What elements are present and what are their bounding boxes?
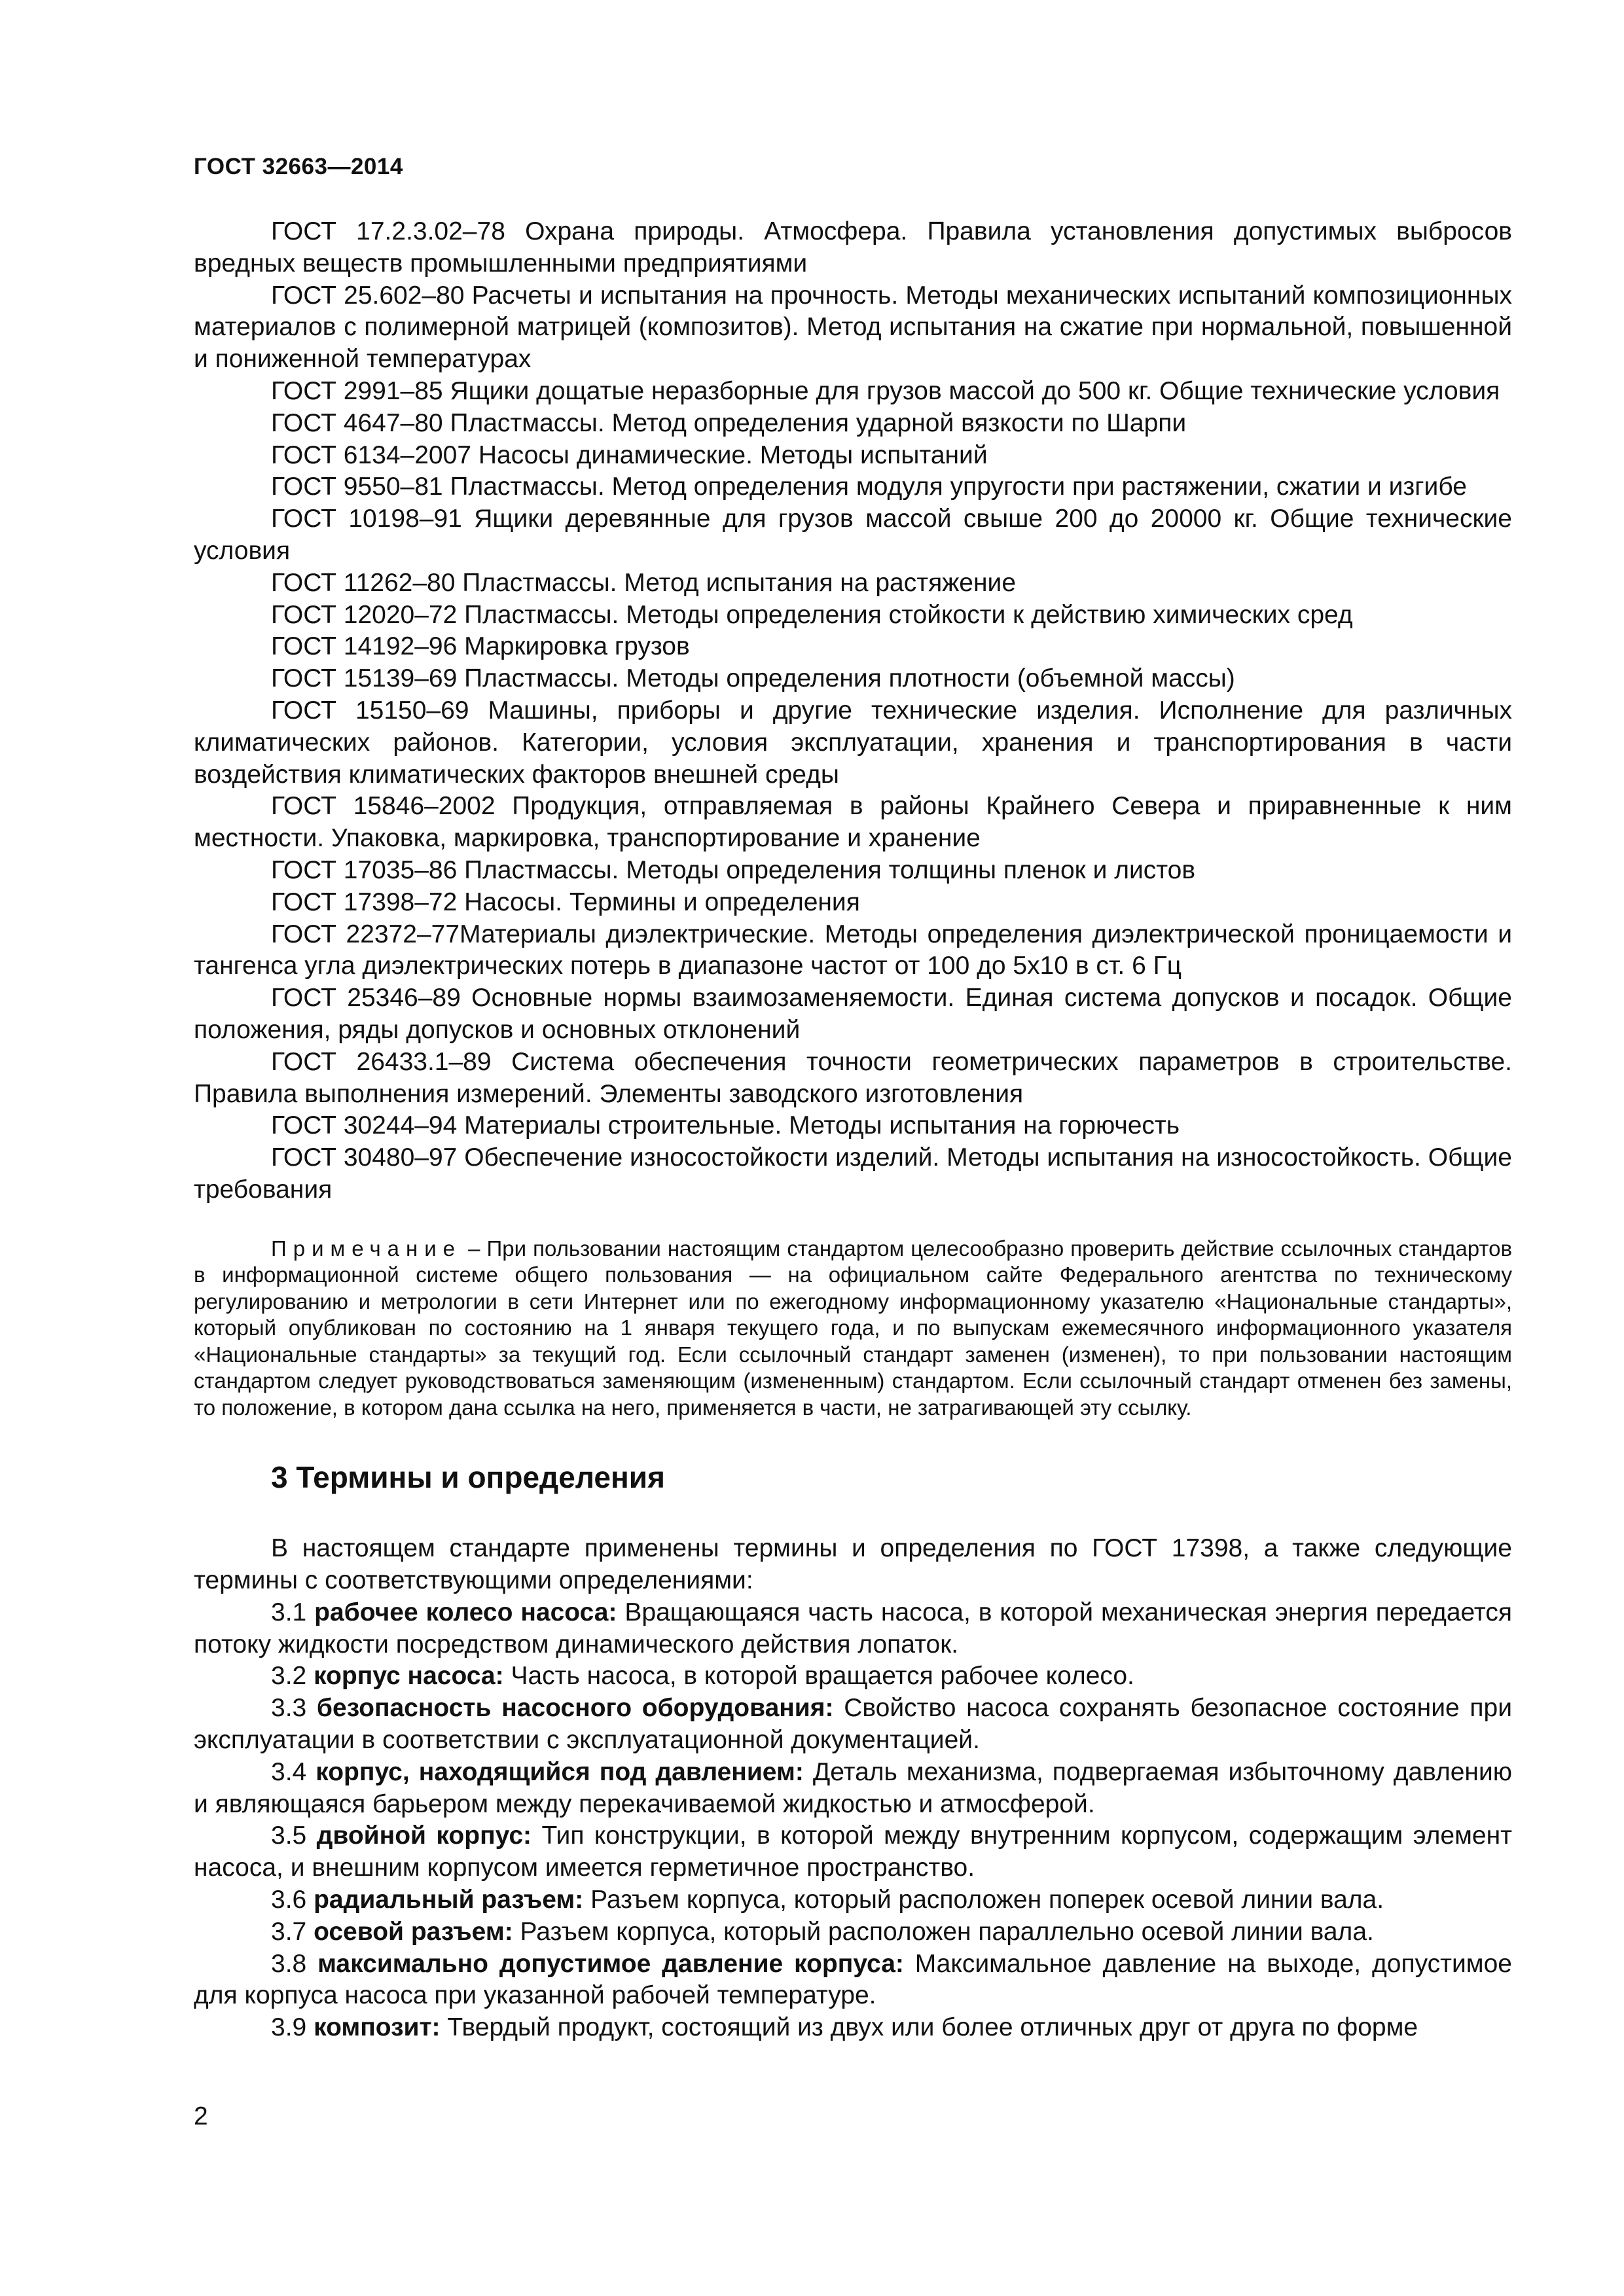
reference-item: ГОСТ 14192–96 Маркировка грузов bbox=[271, 632, 690, 661]
reference-item: ГОСТ 30244–94 Материалы строительные. Методы испытания на горючесть bbox=[271, 1111, 1180, 1140]
reference-item: ГОСТ 25346–89 Основные нормы взаимозаменяемости. Единая система допусков и посадок. Общие положения, ряды допусков и основных отклонений bbox=[194, 984, 1512, 1044]
term-name: радиальный разъем: bbox=[314, 1885, 584, 1914]
term-definition bbox=[194, 1884, 1512, 1916]
term-number: 3.4 bbox=[271, 1757, 307, 1786]
term-text: Вращающаяся часть насоса, в которой механическая энергия передается потоку жидкости посредством динамического действия лопаток. bbox=[194, 1598, 1512, 1659]
reference-item: ГОСТ 10198–91 Ящики деревянные для грузов массой свыше 200 до 20000 кг. Общие технические условия bbox=[194, 505, 1512, 565]
term-name: композит: bbox=[314, 2013, 441, 2042]
term-text: Максимальное давление на выходе, допустимое для корпуса насоса при указанной рабочей температуре. bbox=[194, 1949, 1512, 2010]
reference-item: ГОСТ 2991–85 Ящики дощатые неразборные для грузов массой до 500 кг. Общие технические условия bbox=[271, 376, 1500, 405]
page-number: 2 bbox=[194, 2102, 208, 2130]
reference-item: ГОСТ 17.2.3.02–78 Охрана природы. Атмосфера. Правила установления допустимых выбросов вредных веществ промышленными предприятиями bbox=[194, 217, 1512, 278]
document-code: ГОСТ 32663—2014 bbox=[194, 154, 403, 179]
term-definition bbox=[194, 1820, 1512, 1884]
term-number: 3.3 bbox=[271, 1694, 307, 1723]
term-definition bbox=[194, 1660, 1512, 1693]
reference-item: ГОСТ 15150–69 Машины, приборы и другие технические изделия. Исполнение для различных климатических районов. Категории, условия эксплуатации, хранения и транспортирования в части воздействия климатических факторов внешней среды bbox=[194, 696, 1512, 789]
note-label: Примечание bbox=[271, 1236, 462, 1261]
term-text: Разъем корпуса, который расположен поперек осевой линии вала. bbox=[590, 1885, 1384, 1914]
term-text: Часть насоса, в которой вращается рабочее колесо. bbox=[511, 1662, 1134, 1691]
reference-item: ГОСТ 12020–72 Пластмассы. Методы определения стойкости к действию химических сред bbox=[271, 600, 1353, 629]
term-number: 3.8 bbox=[271, 1949, 307, 1978]
term-text: Тип конструкции, в которой между внутренним корпусом, содержащим элемент насоса, и внешним корпусом имеется герметичное пространство. bbox=[194, 1821, 1512, 1882]
reference-item: ГОСТ 25.602–80 Расчеты и испытания на прочность. Методы механических испытаний композиционных материалов с полимерной матрицей (композитов). Метод испытания на сжатие при нормальной, повышенной и пониженной температурах bbox=[194, 281, 1512, 374]
reference-item: ГОСТ 26433.1–89 Система обеспечения точности геометрических параметров в строительстве. Правила выполнения измерений. Элементы заводского изготовления bbox=[194, 1047, 1512, 1108]
term-number: 3.2 bbox=[271, 1662, 307, 1691]
term-name: двойной корпус: bbox=[316, 1821, 532, 1850]
term-name: осевой разъем: bbox=[314, 1917, 513, 1946]
term-name: корпус насоса: bbox=[314, 1662, 504, 1691]
term-number: 3.9 bbox=[271, 2013, 307, 2042]
note-text: – При пользовании настоящим стандартом целесообразно проверить действие ссылочных стандартов в информационной системе общего пользования — на официальном сайте Федерального агентства по техническому регулированию и метрологии в сети Интернет или по ежегодному информационному указателю «Национальные стандарты», который опубликован по состоянию на 1 января текущего года, и по выпускам ежемесячного информационного указателя «Национальные стандарты» за текущий год. Если ссылочный стандарт заменен (изменен), то при пользовании настоящим стандартом следует руководствоваться заменяющим (измененным) стандартом. Если ссылочный стандарт отменен без замены, то положение, в котором дана ссылка на него, применяется в части, не затрагивающей эту ссылку. bbox=[194, 1236, 1512, 1420]
reference-item: ГОСТ 4647–80 Пластмассы. Метод определения ударной вязкости по Шарпи bbox=[271, 408, 1187, 437]
term-name: безопасность насосного оборудования: bbox=[316, 1694, 834, 1723]
term-number: 3.6 bbox=[271, 1885, 307, 1914]
section-intro: В настоящем стандарте применены термины и определения по ГОСТ 17398, а также следующие термины с соответствующими определениями: bbox=[194, 1534, 1512, 1594]
reference-item: ГОСТ 6134–2007 Насосы динамические. Методы испытаний bbox=[271, 440, 988, 469]
reference-item: ГОСТ 9550–81 Пластмассы. Метод определения модуля упругости при растяжении, сжатии и изгибе bbox=[271, 473, 1467, 501]
term-definition bbox=[194, 2012, 1512, 2044]
term-definition bbox=[194, 1948, 1512, 2013]
term-name: корпус, находящийся под давлением: bbox=[316, 1757, 804, 1786]
reference-item: ГОСТ 17398–72 Насосы. Термины и определения bbox=[271, 888, 860, 916]
reference-item: ГОСТ 22372–77Материалы диэлектрические. Методы определения диэлектрической проницаемости и тангенса угла диэлектрических потерь в диапазоне частот от 100 до 5х10 в ст. 6 Гц bbox=[194, 920, 1512, 980]
term-name: максимально допустимое давление корпуса: bbox=[317, 1949, 904, 1978]
term-text: Твердый продукт, состоящий из двух или более отличных друг от друга по форме bbox=[447, 2013, 1418, 2042]
reference-item: ГОСТ 30480–97 Обеспечение износостойкости изделий. Методы испытания на износостойкость. Общие требования bbox=[194, 1143, 1512, 1204]
term-number: 3.7 bbox=[271, 1917, 307, 1946]
reference-item: ГОСТ 15846–2002 Продукция, отправляемая в районы Крайнего Севера и приравненные к ним местности. Упаковка, маркировка, транспортирование и хранение bbox=[194, 792, 1512, 853]
term-definition bbox=[194, 1757, 1512, 1821]
term-text: Деталь механизма, подвергаемая избыточному давлению и являющаяся барьером между перекачиваемой жидкостью и атмосферой. bbox=[194, 1757, 1512, 1818]
reference-note bbox=[194, 1236, 1512, 1422]
reference-item: ГОСТ 11262–80 Пластмассы. Метод испытания на растяжение bbox=[271, 568, 1017, 597]
term-definition bbox=[194, 1916, 1512, 1948]
term-text: Разъем корпуса, который расположен параллельно осевой линии вала. bbox=[520, 1917, 1374, 1946]
reference-item: ГОСТ 17035–86 Пластмассы. Методы определения толщины пленок и листов bbox=[271, 855, 1196, 884]
term-definition bbox=[194, 1693, 1512, 1757]
document-body bbox=[194, 216, 1512, 2044]
term-number: 3.5 bbox=[271, 1821, 307, 1850]
term-number: 3.1 bbox=[271, 1598, 307, 1626]
reference-item: ГОСТ 15139–69 Пластмассы. Методы определения плотности (объемной массы) bbox=[271, 664, 1235, 693]
term-name: рабочее колесо насоса: bbox=[314, 1598, 617, 1626]
section-title: 3 Термины и определения bbox=[271, 1460, 665, 1495]
term-definition bbox=[194, 1597, 1512, 1661]
term-text: Свойство насоса сохранять безопасное состояние при эксплуатации в соответствии с эксплуатационной документацией. bbox=[194, 1694, 1512, 1754]
